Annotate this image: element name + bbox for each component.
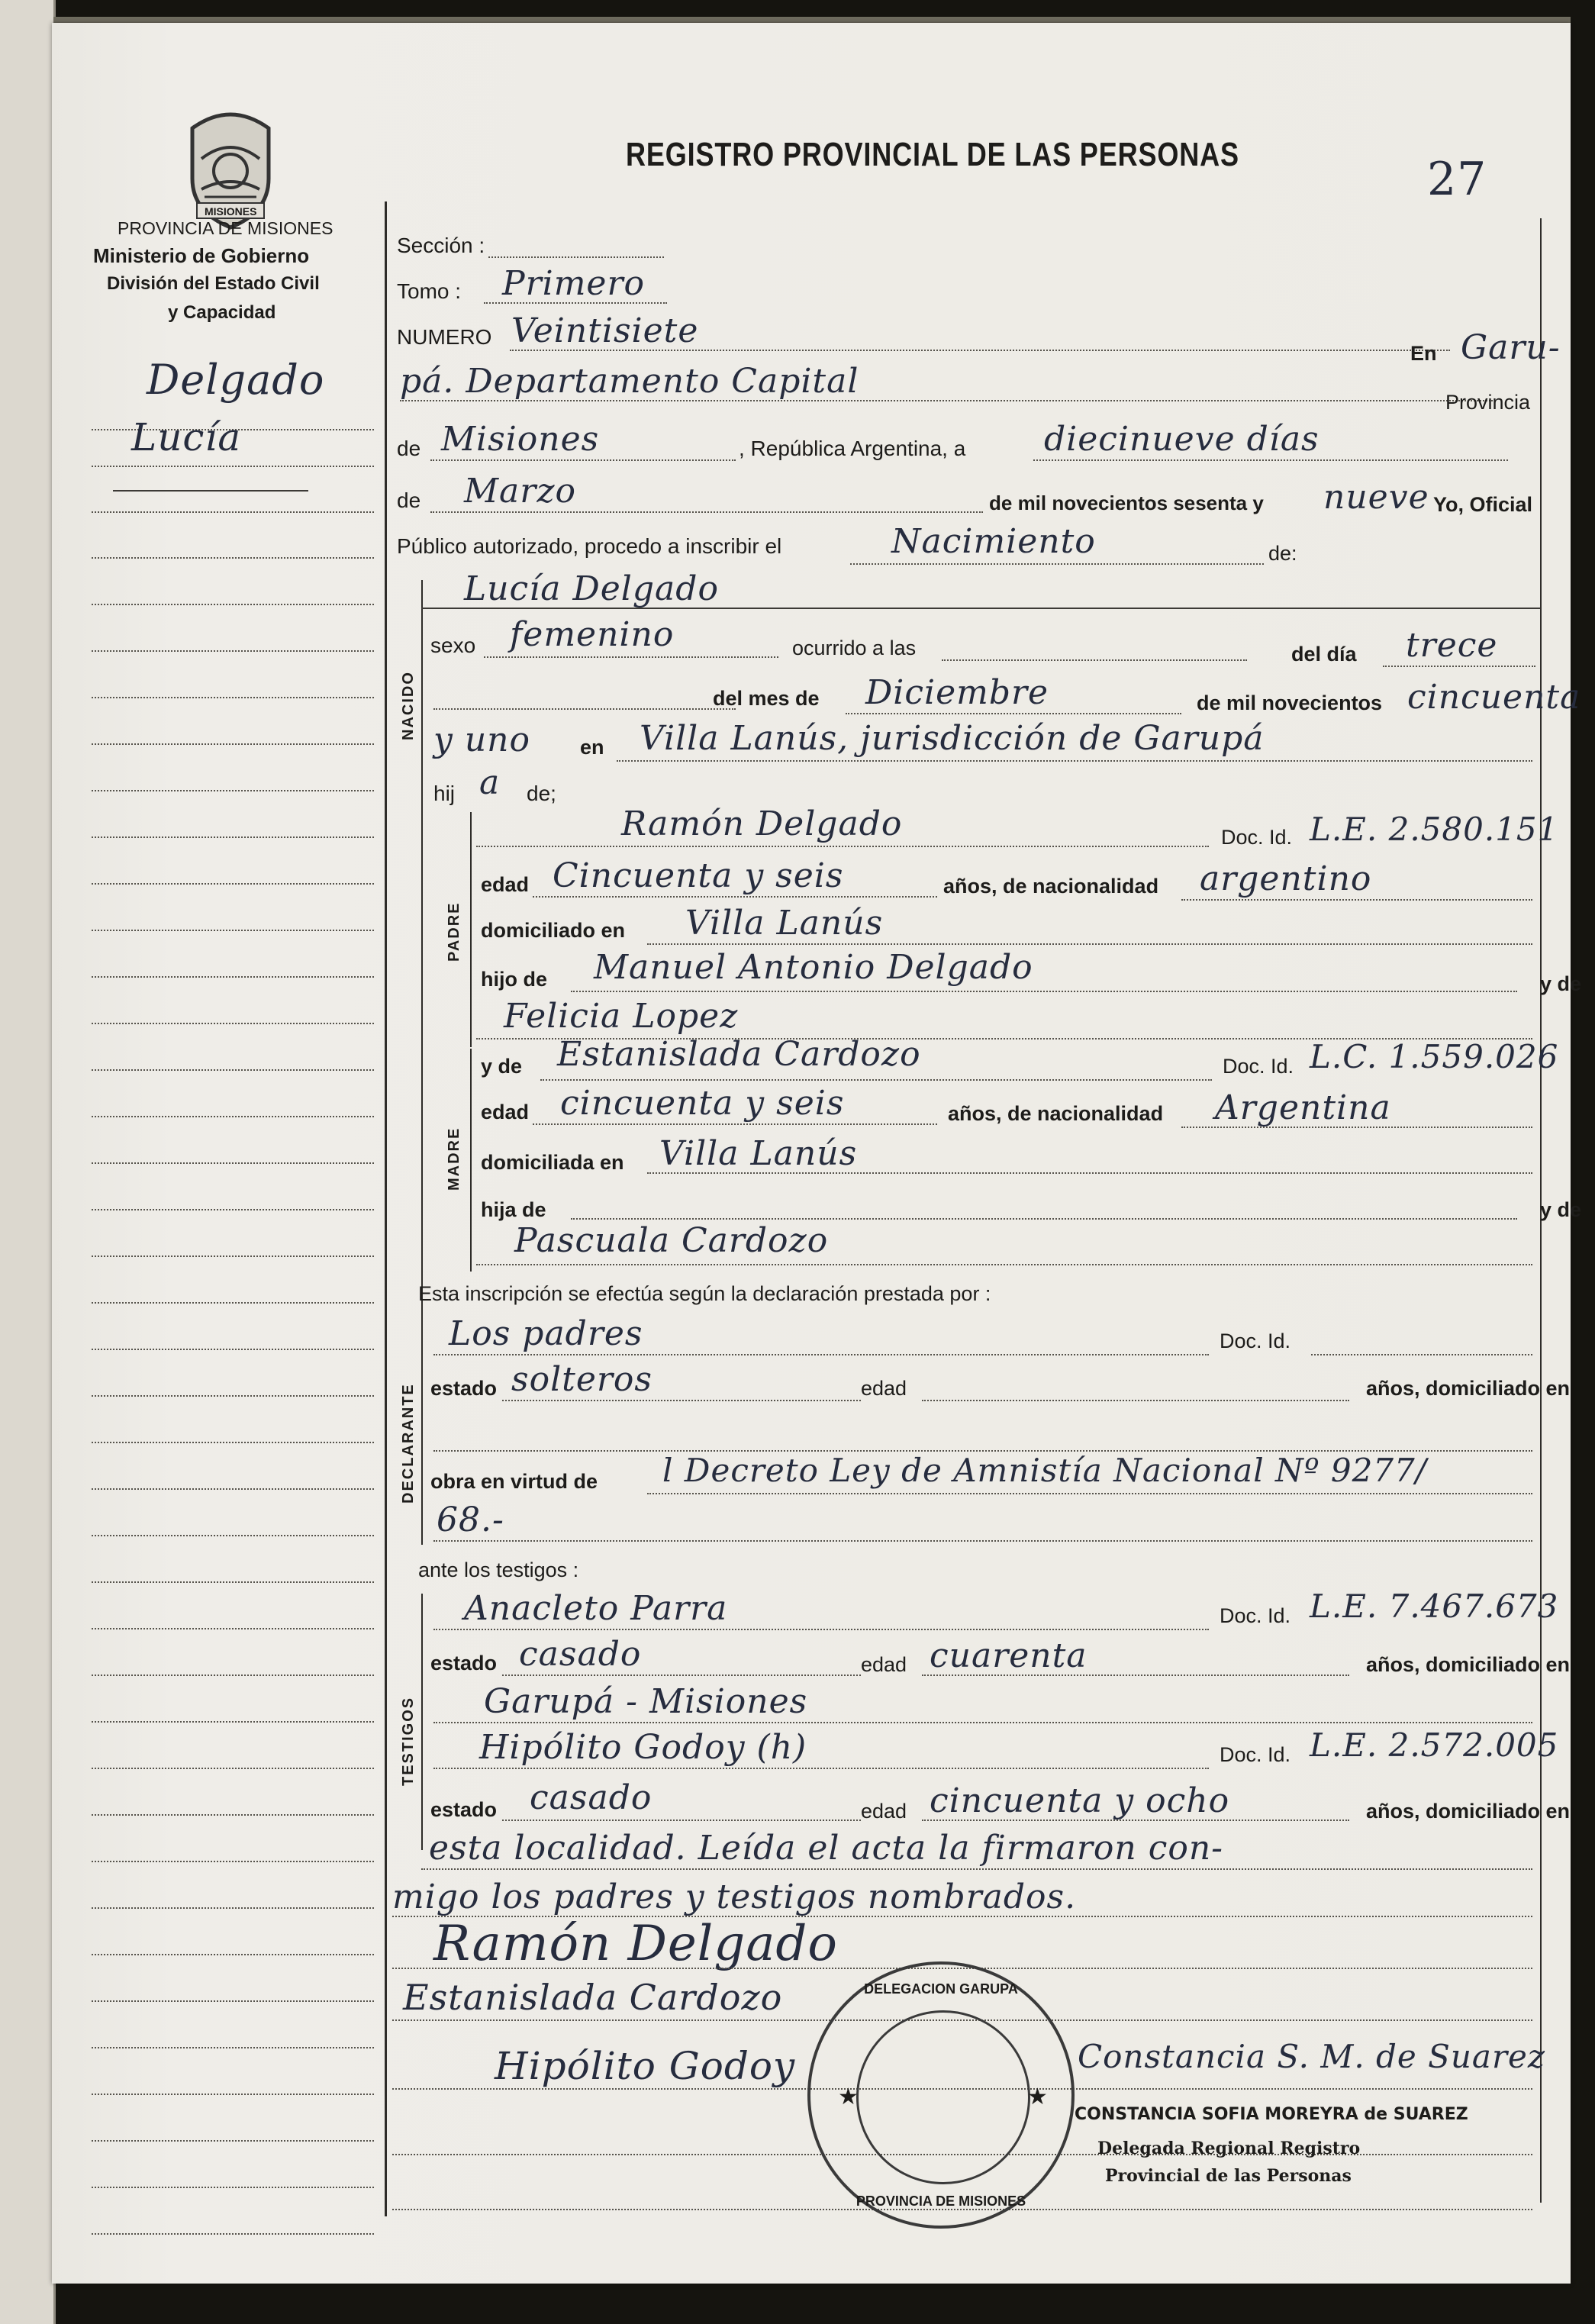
margin-rule-line xyxy=(92,1302,374,1304)
testigo2-doc-label: Doc. Id. xyxy=(1220,1743,1291,1766)
madre-doc-label: Doc. Id. xyxy=(1223,1055,1294,1078)
de-colon-label: de: xyxy=(1268,542,1297,565)
padre-edad-label: edad xyxy=(481,873,530,896)
testigos-intro: ante los testigos : xyxy=(418,1558,579,1581)
nacido-mes: Diciembre xyxy=(865,673,1049,712)
padre-domicilio-value: Villa Lanús xyxy=(685,904,884,943)
testigo1-doc-label: Doc. Id. xyxy=(1220,1604,1291,1627)
padre-section-label: PADRE xyxy=(446,901,462,962)
book-binding xyxy=(0,0,56,2324)
nacido-anio: cincuenta xyxy=(1407,678,1581,717)
madre-y-de-label: y de xyxy=(481,1055,523,1078)
seal-top-text: DELEGACION GARUPA xyxy=(864,1981,1018,1997)
declarante-estado-label: estado xyxy=(430,1377,498,1400)
testigo1-domicilio-value: Garupá - Misiones xyxy=(484,1682,808,1721)
margin-rule-line xyxy=(92,1535,374,1536)
register-page xyxy=(52,23,1582,2284)
padre-nacionalidad-value: argentino xyxy=(1200,859,1372,898)
sidebar-ministry: Ministerio de Gobierno xyxy=(93,244,310,267)
testigo1-edad-value: cuarenta xyxy=(930,1636,1088,1675)
declarante-doc-label: Doc. Id. xyxy=(1220,1330,1291,1352)
hij-de-label: de; xyxy=(527,782,556,805)
seal-bottom-text: PROVINCIA DE MISIONES xyxy=(856,2193,1026,2209)
padre-edad-value: Cincuenta y seis xyxy=(553,856,844,895)
firma-padre: Ramón Delgado xyxy=(433,1916,838,1972)
declarante-nombre: Los padres xyxy=(449,1314,643,1353)
nacido-lugar: Villa Lanús, jurisdicción de Garupá xyxy=(640,719,1265,758)
sello-cargo-2: Provincial de las Personas xyxy=(1105,2166,1352,2186)
numero-value: Veintisiete xyxy=(511,311,699,350)
margin-rule-line xyxy=(92,1861,374,1862)
margin-rule-line xyxy=(92,1628,374,1629)
provincia-value: Misiones xyxy=(441,420,600,459)
testigo2-edad-value: cincuenta y ocho xyxy=(930,1781,1230,1820)
madre-y-de2-label: y de xyxy=(1540,1198,1582,1221)
margin-rule-line xyxy=(92,1116,374,1117)
margin-rule-line xyxy=(92,1721,374,1723)
emblem-label: MISIONES xyxy=(205,205,257,218)
star-icon: ★ xyxy=(838,2084,859,2110)
padre-hijo-de-value: Manuel Antonio Delgado xyxy=(594,948,1033,987)
margin-rule-line xyxy=(92,1581,374,1583)
madre-nombre: Estanislada Cardozo xyxy=(557,1035,921,1074)
de-label: de xyxy=(397,437,421,460)
en-value: Garu- xyxy=(1461,328,1561,367)
margin-rule-line xyxy=(92,650,374,652)
padre-domicilio-label: domiciliado en xyxy=(481,919,626,942)
hij-value: a xyxy=(479,763,501,802)
margin-rule-line xyxy=(92,2140,374,2142)
firma-testigo: Hipólito Godoy xyxy=(495,2044,796,2088)
margin-rule-line xyxy=(92,697,374,698)
testigo1-doc-value: L.E. 7.467.673 xyxy=(1310,1587,1559,1625)
testigo2-edad-label: edad xyxy=(861,1800,907,1823)
provincia-label: Provincia xyxy=(1445,391,1531,414)
margin-rule-line xyxy=(92,2000,374,2002)
oficial-label: Yo, Oficial xyxy=(1433,493,1533,516)
testigo1-edad-label: edad xyxy=(861,1653,907,1676)
testigo2-nombre: Hipólito Godoy (h) xyxy=(479,1728,807,1767)
margin-rule-line xyxy=(92,1395,374,1397)
sidebar-division: División del Estado Civil xyxy=(107,273,320,294)
margin-rule-line xyxy=(92,1768,374,1769)
testigo1-estado-label: estado xyxy=(430,1652,498,1675)
testigo1-domicilio-label: años, domiciliado en xyxy=(1366,1653,1571,1676)
tomo-label: Tomo : xyxy=(397,279,462,303)
margin-rule-line xyxy=(92,1675,374,1676)
padre-doc-label: Doc. Id. xyxy=(1221,826,1293,849)
nacido-section-label: NACIDO xyxy=(400,671,417,740)
obra-value-2: 68.- xyxy=(437,1500,504,1539)
mes-value: Marzo xyxy=(464,472,576,511)
mil-label: de mil novecientos xyxy=(1197,691,1383,714)
padre-hijo-de-label: hijo de xyxy=(481,968,547,991)
padre-y-de-label: y de xyxy=(1540,972,1582,995)
declarante-section-label: DECLARANTE xyxy=(400,1383,417,1504)
obra-value: l Decreto Ley de Amnistía Nacional Nº 9277/ xyxy=(662,1452,1427,1489)
testigo2-estado-value: casado xyxy=(530,1778,652,1817)
margin-rule-line xyxy=(92,976,374,978)
en-label: En xyxy=(1410,342,1437,365)
declarante-edad-label: edad xyxy=(861,1377,907,1400)
madre-hija-de-label: hija de xyxy=(481,1198,546,1221)
declarante-estado-value: solteros xyxy=(511,1360,652,1399)
margin-rule-line xyxy=(92,604,374,605)
margin-rule-line xyxy=(92,2233,374,2235)
padre-nacionalidad-label: años, de nacionalidad xyxy=(943,875,1159,898)
padre-nombre: Ramón Delgado xyxy=(621,804,903,843)
numero-label: NUMERO xyxy=(397,325,492,349)
margin-rule-line xyxy=(92,1069,374,1071)
sexo-label: sexo xyxy=(430,633,476,657)
margin-rule-line xyxy=(92,557,374,559)
margin-rule-line xyxy=(92,930,374,931)
madre-nacionalidad-value: Argentina xyxy=(1215,1088,1391,1127)
madre-edad-label: edad xyxy=(481,1101,530,1123)
margin-rule-line xyxy=(92,743,374,745)
del-dia-label: del día xyxy=(1291,643,1357,666)
de-mes-label: de xyxy=(397,488,421,512)
dia-value: diecinueve días xyxy=(1044,420,1320,459)
sexo-value: femenino xyxy=(510,615,675,654)
margin-given-name: Lucía xyxy=(131,415,242,459)
nacido-anio-2: y uno xyxy=(433,720,531,759)
del-mes-label: del mes de xyxy=(713,687,820,710)
page-title: REGISTRO PROVINCIAL DE LAS PERSONAS xyxy=(626,136,1239,173)
testigo2-estado-label: estado xyxy=(430,1798,498,1821)
declarante-intro: Esta inscripción se efectúa según la declaración prestada por : xyxy=(418,1282,991,1305)
margin-rule-line xyxy=(92,883,374,885)
padre-madre-value: Felicia Lopez xyxy=(504,997,739,1036)
margin-surname: Delgado xyxy=(147,356,325,404)
margin-rule-line xyxy=(92,1349,374,1350)
margin-rule-line xyxy=(92,1488,374,1490)
sello-cargo-1: Delegada Regional Registro xyxy=(1097,2139,1361,2158)
margin-rule-line xyxy=(92,790,374,791)
testigo1-nombre: Anacleto Parra xyxy=(464,1589,728,1628)
madre-domicilio-label: domiciliada en xyxy=(481,1151,624,1174)
declarante-domicilio-label: años, domiciliado en xyxy=(1366,1377,1571,1400)
margin-rule-line xyxy=(92,2187,374,2188)
madre-madre-value: Pascuala Cardozo xyxy=(514,1221,829,1260)
sello-nombre: CONSTANCIA SOFIA MOREYRA de SUAREZ xyxy=(1075,2105,1468,2124)
madre-domicilio-value: Villa Lanús xyxy=(659,1134,858,1173)
cierre-linea-1: esta localidad. Leída el acta la firmaron con- xyxy=(429,1829,1224,1868)
obra-label: obra en virtud de xyxy=(430,1470,598,1493)
tomo-value: Primero xyxy=(502,264,645,303)
ocurrido-label: ocurrido a las xyxy=(792,637,917,659)
sidebar-province: PROVINCIA DE MISIONES xyxy=(118,218,334,238)
provincial-emblem xyxy=(179,105,282,235)
testigos-section-label: TESTIGOS xyxy=(400,1696,417,1786)
margin-rule-line xyxy=(92,836,374,838)
sidebar-capacity: y Capacidad xyxy=(168,302,276,323)
madre-doc-value: L.C. 1.559.026 xyxy=(1310,1038,1559,1075)
margin-rule-line xyxy=(92,1209,374,1210)
margin-rule-line xyxy=(92,1162,374,1164)
madre-nacionalidad-label: años, de nacionalidad xyxy=(948,1102,1164,1125)
margin-rule-line xyxy=(92,1954,374,1955)
testigo2-domicilio-label: años, domiciliado en xyxy=(1366,1800,1571,1823)
lugar-value: pá. Departamento Capital xyxy=(400,362,859,401)
page-number: 27 xyxy=(1427,153,1487,206)
nacido-dia: trece xyxy=(1406,626,1498,665)
publico-label: Público autorizado, procedo a inscribir el xyxy=(397,534,782,558)
margin-rule-line xyxy=(92,2094,374,2095)
anio-value: nueve xyxy=(1323,478,1429,517)
madre-section-label: MADRE xyxy=(446,1127,462,1191)
madre-edad-value: cincuenta y seis xyxy=(560,1084,845,1123)
star-icon: ★ xyxy=(1027,2084,1048,2110)
margin-rule-line xyxy=(92,1255,374,1257)
cierre-linea-2: migo los padres y testigos nombrados. xyxy=(392,1878,1077,1916)
en-lugar-label: en xyxy=(580,736,604,759)
nacido-nombre: Lucía Delgado xyxy=(464,569,719,608)
testigo2-doc-value: L.E. 2.572.005 xyxy=(1310,1726,1559,1764)
margin-rule-line xyxy=(92,1907,374,1909)
firma-madre: Estanislada Cardozo xyxy=(403,1977,783,2018)
republica-label: , República Argentina, a xyxy=(739,437,966,460)
margin-rule-line xyxy=(92,1814,374,1816)
anio-label: de mil novecientos sesenta y xyxy=(989,492,1264,514)
firma-oficial: Constancia S. M. de Suarez xyxy=(1078,2038,1546,2075)
testigo1-estado-value: casado xyxy=(519,1635,642,1674)
margin-rule-line xyxy=(92,1442,374,1443)
padre-doc-value: L.E. 2.580.151 xyxy=(1310,811,1559,848)
margin-rule-line xyxy=(92,1023,374,1024)
hij-label: hij xyxy=(433,782,456,805)
circular-seal xyxy=(807,1961,1075,2229)
acto-value: Nacimiento xyxy=(891,522,1096,561)
seccion-label: Sección : xyxy=(397,234,485,257)
margin-rule-line xyxy=(92,2047,374,2048)
